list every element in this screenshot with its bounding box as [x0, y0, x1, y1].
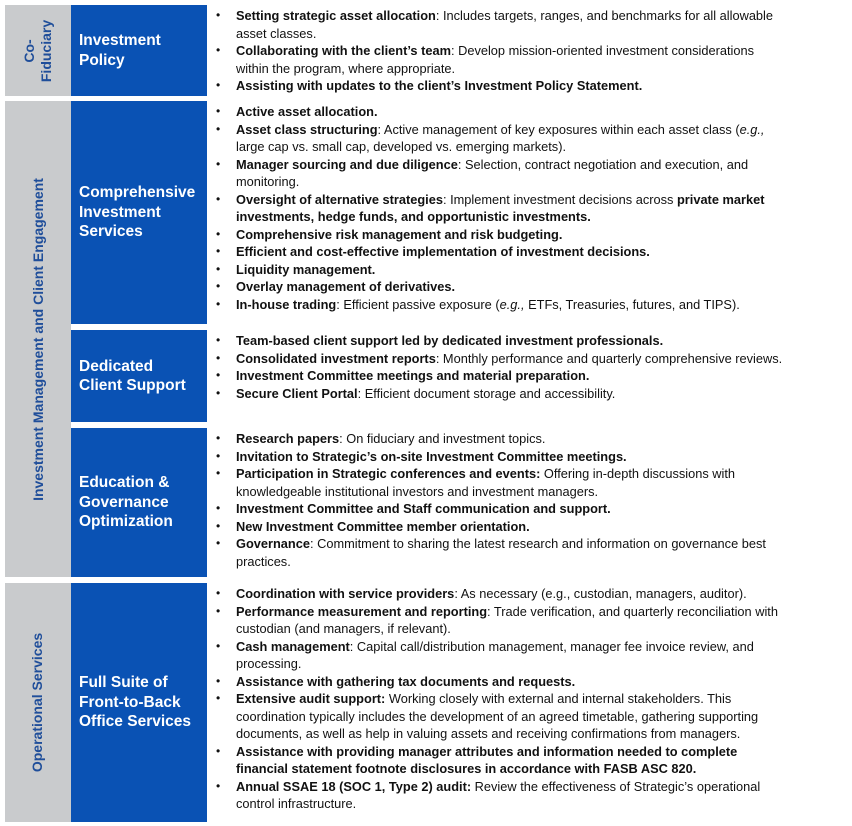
bullet-item [212, 77, 852, 95]
bullet-line [236, 350, 852, 368]
bullet-item [212, 778, 852, 813]
bullet-line [236, 42, 852, 60]
bullet-line [236, 483, 852, 501]
bullet-dot-icon: • [216, 536, 221, 550]
bullet-dot-icon: • [216, 43, 221, 57]
bullet-item [212, 261, 852, 279]
bullet-line [236, 795, 852, 813]
bullet-dot-icon: • [216, 8, 221, 22]
bullet-list-dedicated-client-support [212, 332, 852, 402]
bullet-dot-icon: • [216, 431, 221, 445]
bullet-line [236, 518, 852, 536]
bullet-line [236, 103, 852, 121]
bullet-dot-icon: • [216, 261, 221, 276]
bullet-item [212, 332, 852, 350]
bullet-list-operational-services [212, 585, 852, 813]
bullet-item [212, 500, 852, 518]
label-line: Policy [79, 51, 125, 69]
bullet-item [212, 603, 852, 638]
bullet-item [212, 535, 852, 570]
body-text: custodian (and managers, if relevant). [236, 621, 451, 636]
bullet-line [236, 296, 852, 314]
body-text: practices. [236, 553, 291, 569]
bullet-line [236, 385, 852, 403]
category-full-suite-office-services [71, 583, 207, 822]
label-line: Front-to-Back [79, 693, 181, 711]
section-label-investment-management [5, 101, 71, 577]
bullet-dot-icon: • [216, 518, 221, 533]
category-label [79, 183, 195, 242]
label-line: Office Services [79, 713, 192, 731]
bold-text: Assistance with gathering tax documents and requests. [236, 673, 576, 689]
category-education-governance-optimization [71, 428, 207, 577]
bold-text: Setting strategic asset allocation [236, 8, 436, 23]
category-label [79, 31, 161, 70]
bullet-line [236, 77, 852, 95]
body-text: processing. [236, 656, 302, 671]
bold-text: Invitation to Strategic’s on-site Investment Committee meetings. [236, 448, 627, 464]
bold-text: Consolidated investment reports [236, 350, 436, 366]
bullet-line [236, 553, 852, 571]
bold-text: Assisting with updates to the client’s Investment Policy Statement. [236, 78, 643, 93]
category-investment-policy [71, 5, 207, 96]
label-line: Governance [79, 493, 169, 511]
label-line: Dedicated [79, 357, 154, 375]
bold-text: Active asset allocation. [236, 104, 378, 119]
category-label [79, 357, 186, 396]
bullet-dot-icon: • [216, 691, 221, 705]
bullet-line [236, 191, 852, 209]
bullet-item [212, 367, 852, 385]
bullet-dot-icon: • [216, 466, 221, 480]
bullet-line [236, 603, 852, 621]
body-text: : Selection, contract negotiation and execution, and [457, 156, 749, 172]
label-line: Education & [79, 474, 170, 492]
bold-text: Manager sourcing and due diligence [236, 156, 458, 172]
bullet-line [236, 278, 852, 296]
bullet-dot-icon: • [216, 78, 221, 92]
bullet-dot-icon: • [216, 333, 221, 347]
label-line: Investment [79, 32, 161, 49]
bold-text: Coordination with service providers [236, 586, 455, 601]
bold-text: Comprehensive risk management and risk budgeting. [236, 226, 563, 242]
bullet-dot-icon: • [216, 191, 221, 206]
bullet-dot-icon: • [216, 448, 221, 463]
bullet-line [236, 367, 852, 385]
bold-text: Overlay management of derivatives. [236, 279, 456, 294]
bullet-dot-icon: • [216, 368, 221, 382]
bullet-line [236, 243, 852, 261]
body-text: : Monthly performance and quarterly comprehensive reviews. [435, 350, 783, 366]
bullet-item [212, 350, 852, 368]
bullet-item [212, 296, 852, 314]
bullet-dot-icon: • [216, 244, 221, 258]
body-text: : Trade verification, and quarterly reconciliation with [487, 603, 778, 619]
bold-text: Participation in Strategic conferences and events: [236, 466, 541, 481]
body-text: documents, as well as help in valuing assets and receiving confirmations from managers. [236, 726, 741, 741]
bullet-item [212, 430, 852, 448]
bullet-item [212, 743, 852, 778]
bullet-item [212, 518, 852, 536]
bold-text: investments, hedge funds, and opportunistic investments. [236, 209, 591, 224]
bold-text: Efficient and cost-effective implementation of investment decisions. [236, 244, 650, 259]
bold-text: Performance measurement and reporting [236, 603, 488, 619]
bullet-item [212, 638, 852, 673]
bullet-item [212, 156, 852, 191]
bullet-line [236, 60, 852, 78]
label-line: Client Support [79, 377, 186, 394]
bullet-dot-icon: • [216, 778, 221, 793]
bullet-line [236, 673, 852, 691]
bullet-dot-icon: • [216, 603, 221, 618]
bullet-line [236, 585, 852, 603]
category-dedicated-client-support [71, 330, 207, 422]
body-text: : Active management of key exposures within each asset class ( [377, 121, 740, 137]
bullet-line [236, 448, 852, 466]
bullet-line [236, 208, 852, 226]
body-text: : On fiduciary and investment topics. [339, 431, 546, 446]
bold-text: Extensive audit support: [236, 691, 386, 706]
bullet-line [236, 121, 852, 139]
bullet-line [236, 7, 852, 25]
bullet-line [236, 25, 852, 43]
label-line: Comprehensive [79, 184, 196, 202]
bullet-dot-icon: • [216, 385, 221, 400]
bold-text: Research papers [236, 431, 340, 446]
bullet-dot-icon: • [216, 104, 221, 118]
bold-text: financial statement footnote disclosures in accordance with FASB ASC 820. [236, 761, 697, 776]
bullet-line [236, 173, 852, 191]
bullet-line [236, 500, 852, 518]
bold-text: Investment Committee and Staff communication and support. [236, 501, 611, 516]
bold-text: In-house trading [236, 296, 337, 312]
body-text: within the program, where appropriate. [236, 60, 456, 76]
body-text: monitoring. [236, 174, 300, 189]
bullet-dot-icon: • [216, 638, 221, 653]
bullet-dot-icon: • [216, 743, 221, 758]
label-line: Services [79, 223, 143, 241]
bold-text: Liquidity management. [236, 261, 376, 277]
bullet-item [212, 226, 852, 244]
bullet-dot-icon: • [216, 156, 221, 171]
bold-text: Asset class structuring [236, 121, 378, 137]
bold-text: New Investment Committee member orientation. [236, 518, 530, 534]
body-text: knowledgeable institutional investors and investment managers. [236, 483, 599, 499]
body-text: : Capital call/distribution management, manager fee invoice review, and [349, 638, 754, 654]
bullet-line [236, 332, 852, 350]
body-text: : Commitment to sharing the latest research and information on governance best [309, 536, 766, 551]
body-text: ETFs, Treasuries, futures, and TIPS). [524, 296, 740, 312]
body-text: asset classes. [236, 25, 317, 41]
label-line: Co- [21, 38, 37, 63]
section-label-text: Investment Management and Client Engagement [29, 177, 46, 501]
category-label [79, 473, 173, 532]
bullet-line [236, 708, 852, 726]
bullet-list-comprehensive-investment-services [212, 103, 852, 313]
bullet-dot-icon: • [216, 279, 221, 293]
body-text: Working closely with external and internal stakeholders. This [385, 691, 732, 706]
section-label-operational-services [5, 583, 71, 822]
section-label-text [21, 19, 55, 81]
bullet-list-investment-policy [212, 7, 852, 95]
bullet-item [212, 42, 852, 77]
bold-text: Collaborating with the client’s team [236, 43, 451, 58]
bullet-dot-icon: • [216, 121, 221, 136]
category-label [79, 673, 191, 732]
body-text: Review the effectiveness of Strategic’s operational [471, 778, 761, 794]
bullet-item [212, 103, 852, 121]
bullet-item [212, 191, 852, 226]
bullet-line [236, 638, 852, 656]
bullet-item [212, 278, 852, 296]
bullet-item [212, 7, 852, 42]
bold-text: Oversight of alternative strategies [236, 191, 443, 207]
bullet-item [212, 385, 852, 403]
body-text: : Efficient document storage and accessibility. [357, 385, 616, 401]
bullet-line [236, 156, 852, 174]
body-text: : Develop mission-oriented investment considerations [450, 43, 754, 58]
bullet-list-education-governance [212, 430, 852, 570]
bullet-line [236, 655, 852, 673]
section-label-text: Operational Services [29, 632, 46, 773]
bold-text: private market [676, 191, 765, 207]
category-comprehensive-investment-services [71, 101, 207, 324]
bullet-line [236, 778, 852, 796]
bullet-dot-icon: • [216, 296, 221, 311]
bullet-dot-icon: • [216, 350, 221, 365]
bullet-item [212, 243, 852, 261]
body-text: : Efficient passive exposure ( [336, 296, 500, 312]
bullet-dot-icon: • [216, 501, 221, 515]
bullet-line [236, 465, 852, 483]
bold-text: Team-based client support led by dedicated investment professionals. [236, 333, 664, 348]
label-line: Full Suite of [79, 674, 168, 692]
bullet-item [212, 465, 852, 500]
body-text: large cap vs. small cap, developed vs. emerging markets). [236, 139, 567, 154]
bullet-item [212, 690, 852, 743]
label-line: Optimization [79, 513, 173, 531]
bullet-item [212, 585, 852, 603]
body-text: coordination typically includes the development of an agreed timetable, gathering supporting [236, 708, 759, 724]
section-label-co-fiduciary [5, 5, 71, 96]
bullet-line [236, 261, 852, 279]
bold-text: Annual SSAE 18 (SOC 1, Type 2) audit: [236, 778, 472, 794]
label-line: Fiduciary [38, 19, 54, 82]
bold-text: Investment Committee meetings and material preparation. [236, 368, 590, 383]
bullet-dot-icon: • [216, 226, 221, 241]
body-text: : Implement investment decisions across [442, 191, 677, 207]
bold-text: Secure Client Portal [236, 385, 358, 401]
bold-text: Governance [236, 536, 310, 551]
bullet-line [236, 535, 852, 553]
body-text: : As necessary (e.g., custodian, managers, auditor). [454, 586, 747, 601]
bullet-line [236, 690, 852, 708]
bullet-item [212, 448, 852, 466]
bullet-dot-icon: • [216, 673, 221, 688]
body-text: e.g., [499, 296, 525, 312]
body-text: control infrastructure. [236, 796, 357, 811]
bullet-line [236, 743, 852, 761]
bold-text: Assistance with providing manager attributes and information needed to complete [236, 743, 738, 759]
bold-text: Cash management [236, 638, 350, 654]
bullet-dot-icon: • [216, 586, 221, 600]
body-text: e.g., [739, 121, 765, 137]
bullet-line [236, 430, 852, 448]
label-line: Investment [79, 203, 161, 221]
bullet-line [236, 138, 852, 156]
bullet-line [236, 760, 852, 778]
bullet-line [236, 226, 852, 244]
bullet-item [212, 673, 852, 691]
bullet-line [236, 620, 852, 638]
bullet-item [212, 121, 852, 156]
body-text: Offering in-depth discussions with [540, 466, 736, 481]
bullet-line [236, 725, 852, 743]
body-text: : Includes targets, ranges, and benchmarks for all allowable [435, 8, 774, 23]
